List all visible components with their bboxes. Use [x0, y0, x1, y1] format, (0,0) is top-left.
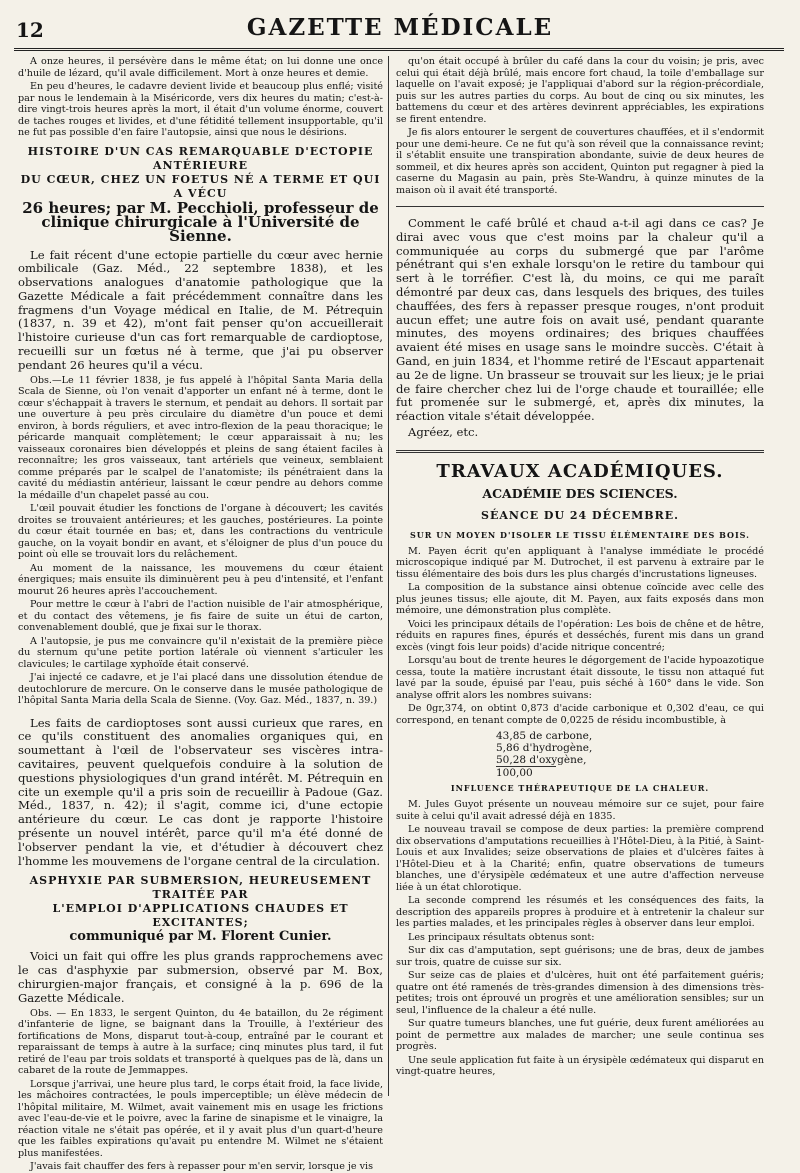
- page-number: 12: [16, 18, 44, 42]
- paragraph: Comment le café brûlé et chaud a-t-il agi dans ce cas? Je dirai avec vous que c'est moins par la chaleur qu'il a communiquée au corps du submergé que par l'arôme pénétrant qui s'en exhale lorsqu'on le retire du tambour qui sert à le torréfier. C'est là, du moins, ce qui me paraît démontré par deux cas, dans lesquels des briques, des tuiles chauffées, des fers à repasser presque rouges, n'ont produit aucun effet; une autre fois on avait usé, pendant quarante minutes, des moyens ordinaires; des briques chauffées avaient été mises en usage sans le moindre succès. C'était à Gand, en juin 1834, et l'homme retiré de l'Escaut appartenait au 2e de ligne. Un brasseur se trouvait sur les lieux; je le priai de faire chercher chez lui de l'orge chaude et touraillée; elle fut promenée sur le submergé, et, après dix minutes, la réaction vitale s'était développée.: [396, 216, 764, 424]
- title-line: 26 heures; par M. Pecchioli, professeur de clinique chirurgicale à l'Université de Sienne.: [22, 198, 379, 245]
- paragraph: Au moment de la naissance, les mouvemens du cœur étaient énergiques; mais ensuite ils diminuèrent peu à peu d'intensité, et l'enfant mourut 26 heures après l'accouchement.: [18, 562, 383, 597]
- composition-table: [496, 730, 636, 779]
- paragraph: qu'on était occupé à brûler du café dans la cour du voisin; je pris, avec celui qui était déjà brûlé, mais encore fort chaud, la toile d'emballage sur laquelle on l'avait exposé; je l'appliquai d'abord sur la région-précordiale, puis sur les autres parties du corps. Au bout de cinq ou six minutes, les battemens du cœur et des artères devinrent appréciables, les expirations se firent entendre.: [396, 56, 764, 125]
- paragraph: A l'autopsie, je pus me convaincre qu'il n'existait de la première pièce du sternum qu'une petite portion latérale où viennent s'articuler les clavicules; le cartilage xyphoïde était conservé.: [18, 635, 383, 670]
- paragraph: A onze heures, il persévère dans le même état; on lui donne une once d'huile de lézard, qu'il avale difficilement. Mort à onze heures et demie.: [18, 56, 383, 79]
- paragraph: Le nouveau travail se compose de deux parties: la première comprend dix observations d'amputations recueillies à l'Hôtel-Dieu, à la Pitié, à Saint-Louis et aux Invalides; seize observations de plaies et d'ulcères faites à l'Hôtel-Dieu et à la Charité; enfin, quatre observations de tumeurs blanches, une d'érysipèle œdémateux et une autre d'affection nerveuse liée à un état chlorotique.: [396, 824, 764, 893]
- title-line: communiqué par M. Florent Cunier.: [69, 929, 332, 945]
- section-rule: [396, 450, 764, 453]
- table-row: 50,28 d'oxygène,: [496, 754, 587, 767]
- paragraph: J'avais fait chauffer des fers à repasser pour m'en servir, lorsque je vis: [30, 1161, 374, 1173]
- paragraph: Je fis alors entourer le sergent de couvertures chauffées, et il s'endormit pour une demi-heure. Ce ne fut qu'à son réveil que la connaissance revint; il s'établit ensuite une transpiration abondante, suivie de deux heures de sommeil, et dix heures après son accident, Quinton put regagner à pied la caserne du Magasin au pain, près Ste-Wandru, à quinze minutes de la maison où il avait été transporté.: [396, 127, 764, 196]
- subsection-heading: SUR UN MOYEN D'ISOLER LE TISSU ÉLÉMENTAIRE DES BOIS.: [410, 529, 750, 540]
- paragraph: Obs. — En 1833, le sergent Quinton, du 4e bataillon, du 2e régiment d'infanterie de ligne, se baignant dans la Trouille, à l'extérieur des fortifications de Mons, disparut tout-à-coup, entraîné par le courant et reparaissant de temps à autre à la surface; cinq minutes plus tard, il fut retiré de l'eau par trois soldats et transporté à quelques pas de là, dans un cabaret de la route de Jemmappes.: [18, 1007, 383, 1077]
- title-line: HISTOIRE D'UN CAS REMARQUABLE D'ECTOPIE ANTÉRIEURE: [27, 144, 374, 172]
- paragraph: Voici les principaux détails de l'opération: Les bois de chêne et de hêtre, réduits en rapures fines, épurés et desséchés, furent mis dans un grand excès (vingt fois leur poids) d'acide nitrique concentré;: [396, 618, 764, 653]
- closing: Agréez, etc.: [408, 424, 479, 439]
- title-line: L'EMPLOI D'APPLICATIONS CHAUDES ET EXCITANTES;: [52, 902, 349, 930]
- title-line: ASPHYXIE PAR SUBMERSION, HEUREUSEMENT TRAITÉE PAR: [29, 874, 372, 902]
- article-title: [18, 874, 383, 944]
- session-heading: SÉANCE DU 24 DÉCEMBRE.: [481, 508, 679, 522]
- paragraph: M. Jules Guyot présente un nouveau mémoire sur ce sujet, pour faire suite à celui qu'il avait adressé déjà en 1835.: [396, 799, 764, 822]
- masthead: GAZETTE MÉDICALE: [246, 14, 554, 41]
- paragraph: M. Payen écrit qu'en appliquant à l'analyse immédiate le procédé microscopique indiqué par M. Dutrochet, il est parvenu à extraire par le tissu élémentaire des bois durs les plus chargés d'incrustations ligneuses.: [396, 545, 764, 580]
- paragraph: Une seule application fut faite à un érysipèle œdémateux qui disparut en vingt-quatre heures,: [396, 1054, 764, 1078]
- header-rule: [14, 48, 784, 51]
- right-column: [396, 56, 764, 1096]
- paragraph: Sur seize cas de plaies et d'ulcères, huit ont été parfaitement guéris; quatre ont été ramenés de très-grandes dimension à des dimensions très-petites; trois ont éprouvé un progrès et une amélioration sensibles; sur un seul, l'influence de la chaleur a été nulle.: [396, 970, 764, 1016]
- paragraph: Les faits de cardioptoses sont aussi curieux que rares, en ce qu'ils constituent des anomalies organiques qui, en soumettant à l'œil de l'observateur ses viscères intra-cavitaires, peuvent quelquefois conduire à la solution de questions physiologiques d'un grand intérêt. M. Pétrequin en cite un exemple qu'il a pris soin de recueillir à Padoue (Gaz. Méd., 1837, n. 42); il s'agit, comme ici, d'une ectopie antérieure du cœur. Le cas dont je rapporte l'histoire présente un nouvel intérêt, parce qu'il m'a été donné de l'observer pendant la vie, et d'étudier à découvert chez l'homme les mouvemens de l'organe central de la circulation.: [18, 715, 383, 868]
- page-header: [12, 14, 788, 44]
- subsection-heading: INFLUENCE THÉRAPEUTIQUE DE LA CHALEUR.: [450, 783, 710, 794]
- table-row: 5,86 d'hydrogène,: [496, 742, 593, 755]
- table-total: 100,00: [496, 766, 556, 779]
- title-line: DU CŒUR, CHEZ UN FOETUS NÉ A TERME ET QUI A VÉCU: [20, 172, 381, 200]
- paragraph: La seconde comprend les résumés et les conséquences des faits, la description des appareils propres à produire et à entretenir la chaleur sur les parties malades, et les principales règles à observer dans leur emploi.: [396, 895, 764, 930]
- paragraph: Voici un fait qui offre les plus grands rapprochemens avec le cas d'asphyxie par submersion, observé par M. Box, chirurgien-major français, et consigné à la p. 696 de la Gazette Médicale.: [18, 949, 383, 1005]
- section-rule: [396, 206, 764, 207]
- paragraph: La composition de la substance ainsi obtenue coïncide avec celle des plus jeunes tissus; elle ajoute, dit M. Payen, aux faits exposés dans mon mémoire, une démonstration plus complète.: [396, 582, 764, 617]
- column-separator: [388, 56, 389, 1096]
- table-row: 43,85 de carbone,: [496, 730, 593, 743]
- paragraph: Sur dix cas d'amputation, sept guérisons; une de bras, deux de jambes sur trois, quatre de cuisse sur six.: [396, 945, 764, 968]
- paragraph: Lorsque j'arrivai, une heure plus tard, le corps était froid, la face livide, les mâchoires contractées, le pouls imperceptible; un élève médecin de l'hôpital militaire, M. Wilmet, avait vainement mis en usage les frictions avec l'eau-de-vie et le poivre, avec la farine de sinapisme et le vinaigre, la réaction vitale ne s'était pas opérée, et il y avait plus d'un quart-d'heure que les faibles expirations qu'avait pu entendre M. Wilmet ne s'étaient plus manifestées.: [18, 1078, 383, 1159]
- paragraph: Les principaux résultats obtenus sont:: [408, 931, 595, 943]
- paragraph: Pour mettre le cœur à l'abri de l'action nuisible de l'air atmosphérique, et du contact des vêtemens, je fis faire de suite un étui de carton, convenablement doublé, que je fixai sur le thorax.: [18, 599, 383, 634]
- paragraph: J'ai injecté ce cadavre, et je l'ai placé dans une dissolution étendue de deutochlorure de mercure. On le conserve dans le musée pathologique de l'hôpital Santa Maria della Scala de Sienne. (Voy. Gaz. Méd., 1837, n. 39.): [18, 672, 383, 707]
- paragraph: Obs.—Le 11 février 1838, je fus appelé à l'hôpital Santa Maria della Scala de Sienne, où l'on venait d'apporter un enfant né à terme, dont le cœur s'échappait à travers le sternum, et pendait au dehors. Il sortait par une ouverture à peu près circulaire du diamètre d'un pouce et demi environ, à bords réguliers, et avec intro-flexion de la peau thoracique; le péricarde manquait complètement; le cœur apparaissait à nu; les vaisseaux coronaires bien développés et pleins de sang étaient faciles à reconnaître; les gros vaisseaux, tant artériels que veineux, semblaient comme préparés par le scalpel de l'anatomiste; ils pénétraient dans la cavité du médiastin antérieur, laissant le cœur pendre au dehors comme la médaille d'un chapelet passé au cou.: [18, 374, 383, 501]
- paragraph: Le fait récent d'une ectopie partielle du cœur avec hernie ombilicale (Gaz. Méd., 22 septembre 1838), et les observations analogues d'anatomie pathologique que la Gazette Médicale a fait précédemment connaître dans les fragmens d'un Voyage médical en Italie, de M. Pétrequin (1837, n. 39 et 42), m'ont fait penser qu'on accueillerait l'histoire curieuse d'un cas fort remarquable de cardioptose, recueilli sur un fœtus né à terme, que j'ai pu observer pendant 26 heures qu'il a vécu.: [18, 247, 383, 372]
- article-title: [18, 145, 383, 243]
- academy-heading: ACADÉMIE DES SCIENCES.: [482, 485, 678, 501]
- paragraph: Sur quatre tumeurs blanches, une fut guérie, deux furent améliorées au point de permettre aux malades de marcher; une seule continua ses progrès.: [396, 1018, 764, 1053]
- left-column: [18, 56, 383, 1173]
- paragraph: En peu d'heures, le cadavre devient livide et beaucoup plus enflé; visité par nous le lendemain à la Miséricorde, vers dix heures du matin; c'est-à-dire vingt-trois heures après la mort, il était d'un volume énorme, couvert de taches rouges et livides, et d'une fétidité tellement insupportable, qu'il ne fut pas possible d'en faire l'autopsie, ainsi que nous le désirions.: [18, 81, 383, 138]
- paragraph: Lorsqu'au bout de trente heures le dégorgement de l'acide hypoazotique cessa, toute la matière incrustant était dissoute, le tissu non attaqué fut lavé par la soude, épuisé par l'eau, puis séché à 160° dans le vide. Son analyse offrit alors les nombres suivans:: [396, 655, 764, 701]
- paragraph: De 0gr,374, on obtint 0,873 d'acide carbonique et 0,302 d'eau, ce qui correspond, en tenant compte de 0,0225 de résidu incombustible, à: [396, 703, 764, 726]
- section-heading: TRAVAUX ACADÉMIQUES.: [436, 460, 724, 482]
- paragraph: L'œil pouvait étudier les fonctions de l'organe à découvert; les cavités droites se trouvaient antérieures; et les gauches, postérieures. La pointe du cœur était tournée en bas; et, dans les contractions du ventricule gauche, on la voyait bondir en avant, et s'éloigner de plus d'un pouce du point où elle se trouvait lors du relâchement.: [18, 503, 383, 561]
